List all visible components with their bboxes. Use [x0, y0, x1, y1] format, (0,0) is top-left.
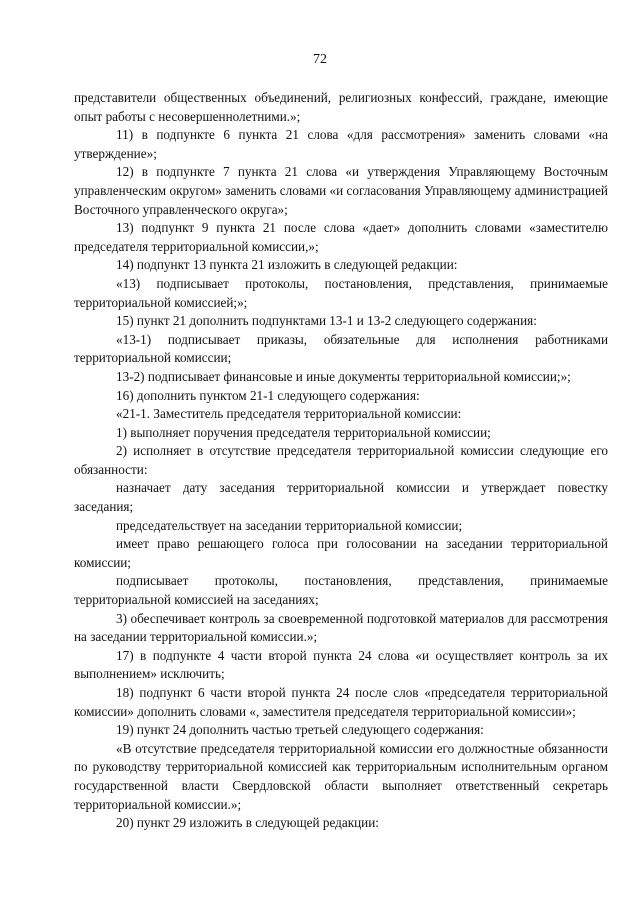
paragraph: 18) подпункт 6 части второй пункта 24 после слов «председателя территориальной комиссии» дополнить словами «, заместителя председателя территориальной комиссии»;: [74, 685, 608, 719]
paragraph: 1) выполняет поручения председателя территориальной комиссии;: [116, 424, 491, 440]
paragraph: председательствует на заседании территориальной комиссии;: [116, 517, 463, 533]
paragraph: «13) подписывает протоколы, постановления, представления, принимаемые территориальной комиссией;»;: [74, 275, 608, 310]
paragraph: «21-1. Заместитель председателя территориальной комиссии:: [116, 406, 462, 422]
paragraph: «В отсутствие председателя территориальной комиссии его должностные обязанности по руководству территориальной комиссией как территориальным исполнительным органом государственной власти Свердловской области выполняет ответственный секретарь территориальной комиссии.»;: [74, 740, 608, 812]
paragraph: 11) в подпункте 6 пункта 21 слова «для рассмотрения» заменить словами «на утверждение»;: [74, 127, 608, 161]
paragraph: 17) в подпункте 4 части второй пункта 24 слова «и осуществляет контроль за их выполнением» исключить;: [74, 647, 608, 682]
paragraph: «13-1) подписывает приказы, обязательные для исполнения работниками территориальной комиссии;: [74, 331, 608, 366]
paragraph: 13) подпункт 9 пункта 21 после слова «дает» дополнить словами «заместителю председателя территориальной комиссии,»;: [74, 220, 608, 254]
paragraph: представители общественных объединений, религиозных конфессий, граждане, имеющие опыт работы с несовершеннолетними.»;: [74, 90, 608, 124]
paragraph: 2) исполняет в отсутствие председателя территориальной комиссии следующие его обязанности:: [74, 443, 608, 477]
paragraph: назначает дату заседания территориальной комиссии и утверждает повестку заседания;: [74, 480, 608, 515]
document-body: [74, 89, 608, 833]
paragraph: подписывает протоколы, постановления, представления, принимаемые территориальной комиссией на заседаниях;: [74, 573, 608, 608]
paragraph: 15) пункт 21 дополнить подпунктами 13-1 и 13-2 следующего содержания:: [116, 313, 537, 329]
paragraph: 20) пункт 29 изложить в следующей редакции:: [116, 815, 379, 831]
paragraph: 13-2) подписывает финансовые и иные документы территориальной комиссии;»;: [116, 368, 571, 384]
page-number: 72: [313, 52, 327, 67]
paragraph: 19) пункт 24 дополнить частью третьей следующего содержания:: [116, 722, 484, 738]
paragraph: 16) дополнить пунктом 21-1 следующего содержания:: [116, 387, 420, 403]
paragraph: 3) обеспечивает контроль за своевременной подготовкой материалов для рассмотрения на заседании территориальной комиссии.»;: [74, 610, 608, 645]
paragraph: 12) в подпункте 7 пункта 21 слова «и утверждения Управляющему Восточным управленческим округом» заменить словами «и согласования Управляющему администрацией Восточного управленческого округа»;: [74, 164, 608, 217]
paragraph: 14) подпункт 13 пункта 21 изложить в следующей редакции:: [116, 257, 458, 273]
paragraph: имеет право решающего голоса при голосовании на заседании территориальной комиссии;: [74, 536, 608, 570]
